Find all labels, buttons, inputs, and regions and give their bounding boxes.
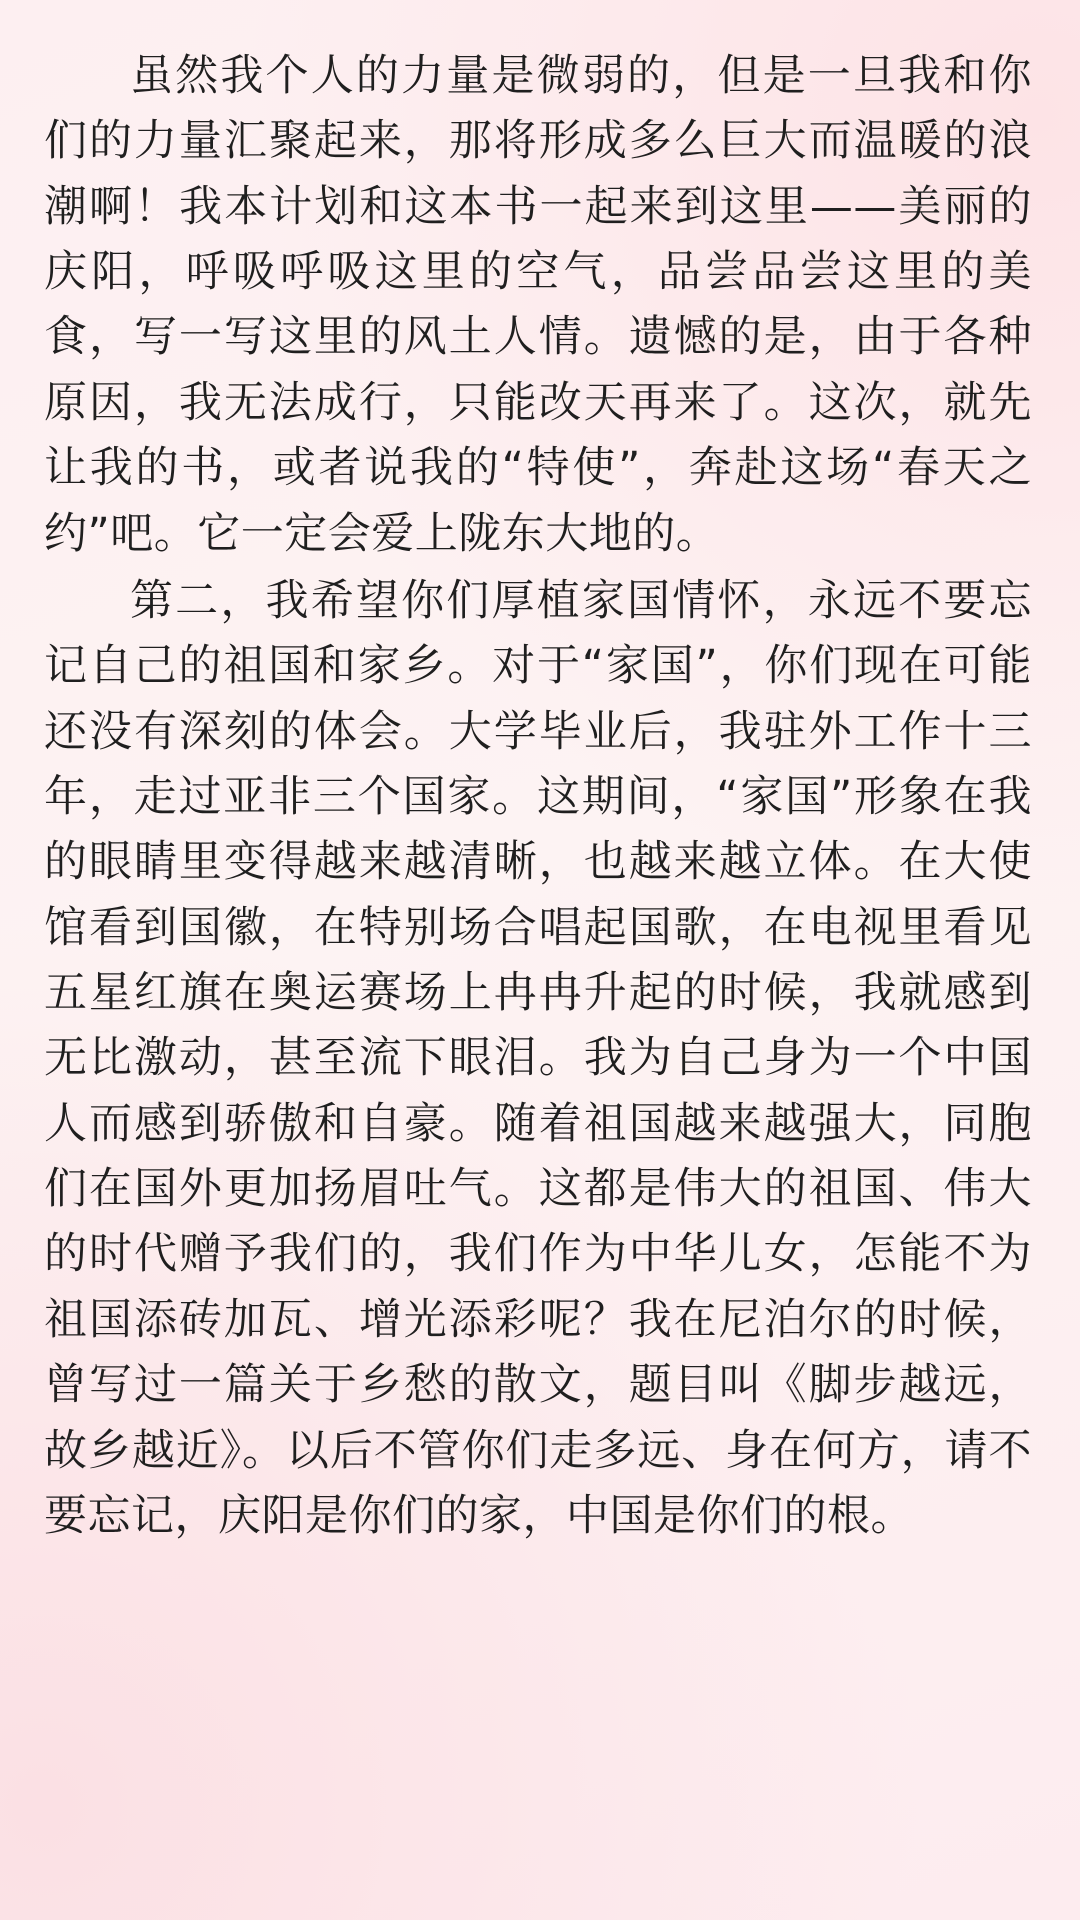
paragraph-1: 虽然我个人的力量是微弱的，但是一旦我和你们的力量汇聚起来，那将形成多么巨大而温暖的浪潮啊！我本计划和这本书一起来到这里——美丽的庆阳，呼吸呼吸这里的空气，品尝品尝这里的美食，写一写这里的风土人情。遗憾的是，由于各种原因，我无法成行，只能改天再来了。这次，就先让我的书，或者说我的“特使”，奔赴这场“春天之约”吧。它一定会爱上陇东大地的。: [44, 51, 1032, 559]
paragraph-2: 第二，我希望你们厚植家国情怀，永远不要忘记自己的祖国和家乡。对于“家国”，你们现在可能还没有深刻的体会。大学毕业后，我驻外工作十三年，走过亚非三个国家。这期间，“家国”形象在我的眼睛里变得越来越清晰，也越来越立体。在大使馆看到国徽，在特别场合唱起国歌，在电视里看见五星红旗在奥运赛场上冉冉升起的时候，我就感到无比激动，甚至流下眼泪。我为自己身为一个中国人而感到骄傲和自豪。随着祖国越来越强大，同胞们在国外更加扬眉吐气。这都是伟大的祖国、伟大的时代赠予我们的，我们作为中华儿女，怎能不为祖国添砖加瓦、增光添彩呢？我在尼泊尔的时候，曾写过一篇关于乡愁的散文，题目叫《脚步越远，故乡越近》。以后不管你们走多远、身在何方，请不要忘记，庆阳是你们的家，中国是你们的根。: [44, 575, 1032, 1541]
